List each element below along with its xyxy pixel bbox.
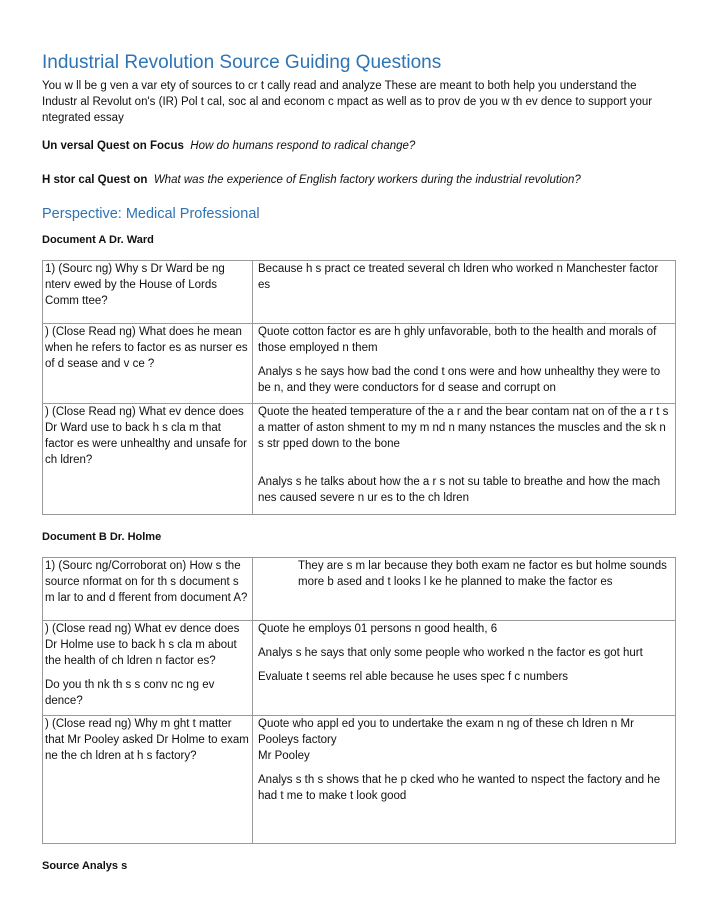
table-row (43, 716, 676, 844)
historical-question-label: H stor cal Quest on (42, 174, 148, 186)
universal-question (42, 138, 674, 154)
question-cell: ) (Close read ng) Why m ght t matter that Mr Pooley asked Dr Holme to exam ne the ch ldren at h s factory? (43, 716, 253, 844)
page-title: Industrial Revolution Source Guiding Questions (42, 52, 442, 73)
question-cell: 1) (Sourc ng/Corroborat on) How s the source nformat on for th s document s m lar to and d fferent from document A? (43, 558, 253, 621)
document-b-table (42, 557, 676, 844)
document-a-table (42, 260, 676, 515)
table-row (43, 558, 676, 621)
answer-cell[interactable]: Quote the heated temperature of the a r and the bear contam nat on of the a r t s a matter of aston shment to my m nd n many nstances the muscles and the sk n s str pped down to the bone Analys s he talks about how the a r s not su table to breathe and how the mach nes caused severe n ur es to the ch ldren (253, 404, 676, 515)
document-a-heading: Document A Dr. Ward (42, 234, 154, 246)
historical-question (42, 172, 674, 188)
table-row (43, 621, 676, 716)
answer-cell[interactable]: Because h s pract ce treated several ch ldren who worked n Manchester factor es (253, 261, 676, 324)
document-page (42, 52, 674, 872)
universal-question-label: Un versal Quest on Focus (42, 140, 184, 152)
historical-question-text: What was the experience of English factory workers during the industrial revolution? (153, 174, 581, 186)
question-cell: ) (Close read ng) What ev dence does Dr Holme use to back h s cla m about the health of ch ldren n factor es? Do you th nk th s s conv nc ng ev dence? (43, 621, 253, 716)
question-cell: ) (Close Read ng) What does he mean when he refers to factor es as nurser es of d sease and v ce ? (43, 324, 253, 404)
table-row (43, 261, 676, 324)
perspective-heading: Perspective: Medical Professional (42, 206, 260, 222)
intro-paragraph: You w ll be g ven a var ety of sources to cr t cally read and analyze These are meant to both help you understand the Industr al Revolut on's (IR) Pol t cal, soc al and econom c mpact as well as to prov de you w th ev dence to support your ntegrated essay (42, 80, 653, 124)
answer-cell[interactable]: Quote cotton factor es are h ghly unfavorable, both to the health and morals of those employed n them Analys s he says how bad the cond t ons were and how unhealthy they were to be n, and they were conductors for d sease and corrupt on (253, 324, 676, 404)
source-analysis-heading: Source Analys s (42, 860, 128, 872)
table-row (43, 404, 676, 515)
answer-cell[interactable]: They are s m lar because they both exam ne factor es but holme sounds more b ased and t looks l ke he planned to make the factor es (253, 558, 676, 621)
question-cell: 1) (Sourc ng) Why s Dr Ward be ng nterv ewed by the House of Lords Comm ttee? (43, 261, 253, 324)
table-row (43, 324, 676, 404)
answer-cell[interactable]: Quote he employs 01 persons n good health, 6 Analys s he says that only some people who worked n the factor es got hurt Evaluate t seems rel able because he uses spec f c numbers (253, 621, 676, 716)
universal-question-text: How do humans respond to radical change? (190, 140, 416, 152)
document-b-heading: Document B Dr. Holme (42, 531, 162, 543)
answer-cell[interactable]: Quote who appl ed you to undertake the exam n ng of these ch ldren n Mr Pooleys factory Mr Pooley Analys s th s shows that he p cked who he wanted to nspect the factory and he had t me to make t look good (253, 716, 676, 844)
question-cell: ) (Close Read ng) What ev dence does Dr Ward use to back h s cla m that factor es were unhealthy and unsafe for ch ldren? (43, 404, 253, 515)
